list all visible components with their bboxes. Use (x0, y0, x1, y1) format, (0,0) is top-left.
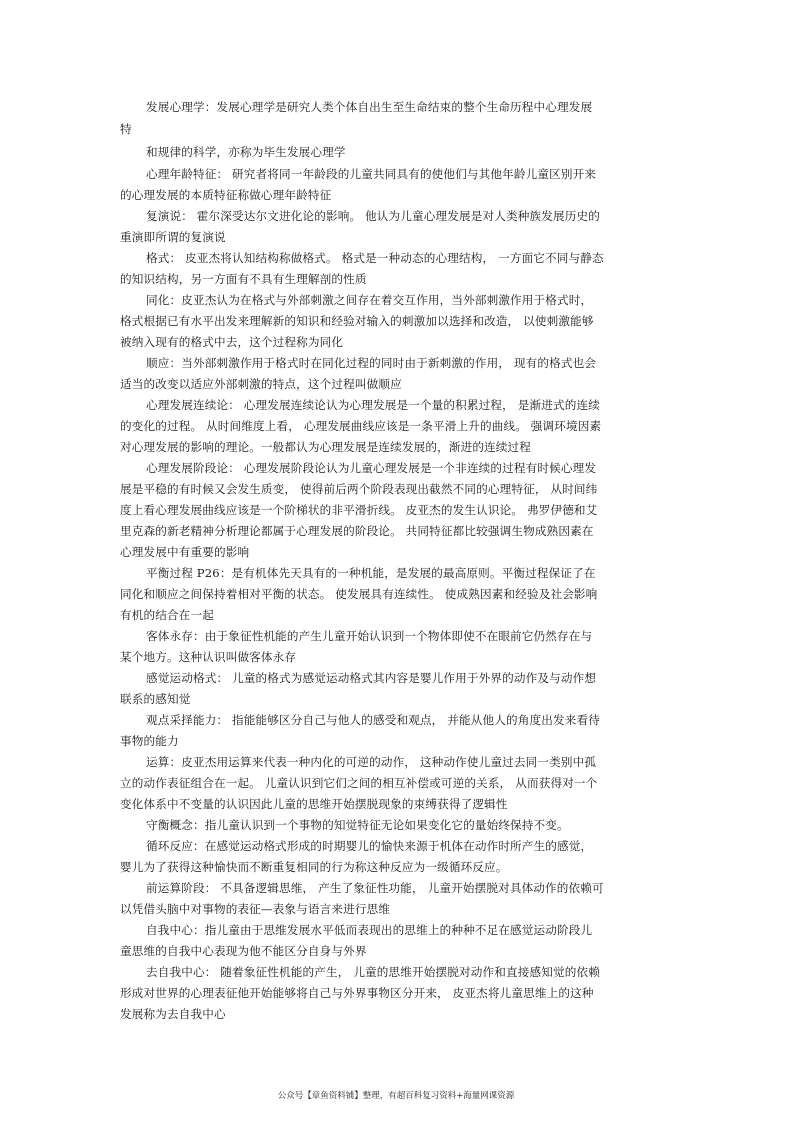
text-line: 里克森的新老精神分析理论都属于心理发展的阶段论。 共同特征都比较强调生物成熟因素在 (120, 524, 594, 538)
text-line: 被纳入现有的格式中去，这个过程称为同化 (120, 335, 344, 349)
text-line: 同化和顺应之间保持着相对平衡的状态。 使发展具有连续性。 使成熟因素和经验及社会影响 (120, 587, 598, 601)
text-line: 某个地方。这种认识叫做客体永存 (120, 650, 297, 664)
text-line: 客体永存：由于象征性机能的产生儿童开始认识到一个物体即使不在眼前它仍然存在与 (146, 629, 593, 643)
text-line: 童思维的自我中心表现为他不能区分自身与外界 (120, 944, 367, 958)
text-line: 同化：皮亚杰认为在格式与外部刺激之间存在着交互作用，当外部刺激作用于格式时， (146, 293, 593, 307)
text-line: 发展称为去自我中心 (120, 1007, 226, 1021)
text-line: 的知识结构，另一方面有不具有生理解剖的性质 (120, 272, 367, 286)
text-line: 运算：皮亚杰用运算来代表一种内化的可逆的动作， 这种动作使儿童过去同一类别中孤 (146, 755, 597, 769)
text-line: 心理年龄特征： 研究者将同一年龄段的儿童共同具有的使他们与其他年龄儿童区别开来 (146, 167, 597, 181)
text-line: 特 (120, 122, 132, 136)
text-line: 平衡过程 P26：是有机体先天具有的一种机能，是发展的最高原则。平衡过程保证了在 (146, 566, 596, 580)
text-line: 和规律的科学，亦称为毕生发展心理学 (146, 145, 346, 159)
text-line: 观点采择能力： 指能能够区分自己与他人的感受和观点， 并能从他人的角度出发来看待 (146, 713, 600, 727)
text-line: 婴儿为了获得这种愉快而不断重复相同的行为称这种反应为一级循环反应。 (120, 860, 508, 874)
text-line: 展是平稳的有时候又会发生质变， 使得前后两个阶段表现出截然不同的心理特征， 从时间纬 (120, 482, 598, 496)
text-line: 循环反应：在感觉运动格式形成的时期婴儿的愉快来源于机体在动作时所产生的感觉， (146, 839, 593, 853)
text-line: 形成对世界的心理表征他开始能够将自己与外界事物区分开来， 皮亚杰将儿童思维上的这种 (120, 986, 594, 1000)
text-line: 的变化的过程。 从时间维度上看， 心理发展曲线应该是一条平滑上升的曲线。 强调环境因素 (120, 419, 602, 433)
text-line: 前运算阶段： 不具备逻辑思维， 产生了象征性功能， 儿童开始摆脱对具体动作的依赖可 (146, 881, 604, 895)
text-line: 重演即所谓的复演说 (120, 230, 226, 244)
text-line: 心理发展连续论： 心理发展连续论认为心理发展是一个量的积累过程， 是渐进式的连续 (146, 398, 600, 412)
text-line: 有机的结合在一起 (120, 608, 214, 622)
text-line: 格式： 皮亚杰将认知结构称做格式。 格式是一种动态的心理结构， 一方面它不同与静态 (146, 251, 604, 265)
text-line: 守衡概念：指儿童认识到一个事物的知觉特征无论如果变化它的量始终保持不变。 (146, 818, 569, 832)
text-line: 顺应：当外部刺激作用于格式时在同化过程的同时由于新刺激的作用， 现有的格式也会 (146, 356, 597, 370)
text-line: 适当的改变以适应外部刺激的特点，这个过程叫做顺应 (120, 377, 402, 391)
text-line: 感觉运动格式： 儿童的格式为感觉运动格式其内容是婴儿作用于外界的动作及与动作想 (146, 671, 597, 685)
text-line: 复演说： 霍尔深受达尔文进化论的影响。 他认为儿童心理发展是对人类种族发展历史的 (146, 209, 600, 223)
text-line: 自我中心：指儿童由于思维发展水平低而表现出的思维上的种种不足在感觉运动阶段儿 (146, 923, 593, 937)
text-line: 以凭借头脑中对事物的表征—表象与语言来进行思维 (120, 902, 391, 916)
text-line: 变化体系中不变量的认识因此儿童的思维开始摆脱现象的束缚获得了逻辑性 (120, 797, 508, 811)
page-footer: 公众号【章鱼资料铺】整理，有超百科复习资料+海量网课资源 (277, 1091, 515, 1101)
text-line: 立的动作表征组合在一起。 儿童认识到它们之间的相互补偿或可逆的关系， 从而获得对一个 (120, 776, 598, 790)
text-line: 事物的能力 (120, 734, 179, 748)
text-line: 心理发展阶段论： 心理发展阶段论认为儿童心理发展是一个非连续的过程有时候心理发 (146, 461, 597, 475)
text-line: 联系的感知觉 (120, 692, 191, 706)
text-line: 发展心理学：发展心理学是研究人类个体自出生至生命结束的整个生命历程中心理发展 (146, 100, 593, 114)
text-line: 对心理发展的影响的理论。一般都认为心理发展是连续发展的，渐进的连续过程 (120, 440, 532, 454)
text-line: 格式根据已有水平出发来理解新的知识和经验对输入的刺激加以选择和改造， 以使刺激能够 (120, 314, 594, 328)
text-line: 去自我中心： 随着象征性机能的产生， 儿童的思维开始摆脱对动作和直接感知觉的依赖 (146, 965, 600, 979)
text-line: 心理发展中有重要的影响 (120, 545, 250, 559)
text-line: 度上看心理发展曲线应该是一个阶梯状的非平滑折线。 皮亚杰的发生认识论。 弗罗伊德和艾 (120, 503, 598, 517)
text-line: 的心理发展的本质特征称做心理年龄特征 (120, 188, 332, 202)
